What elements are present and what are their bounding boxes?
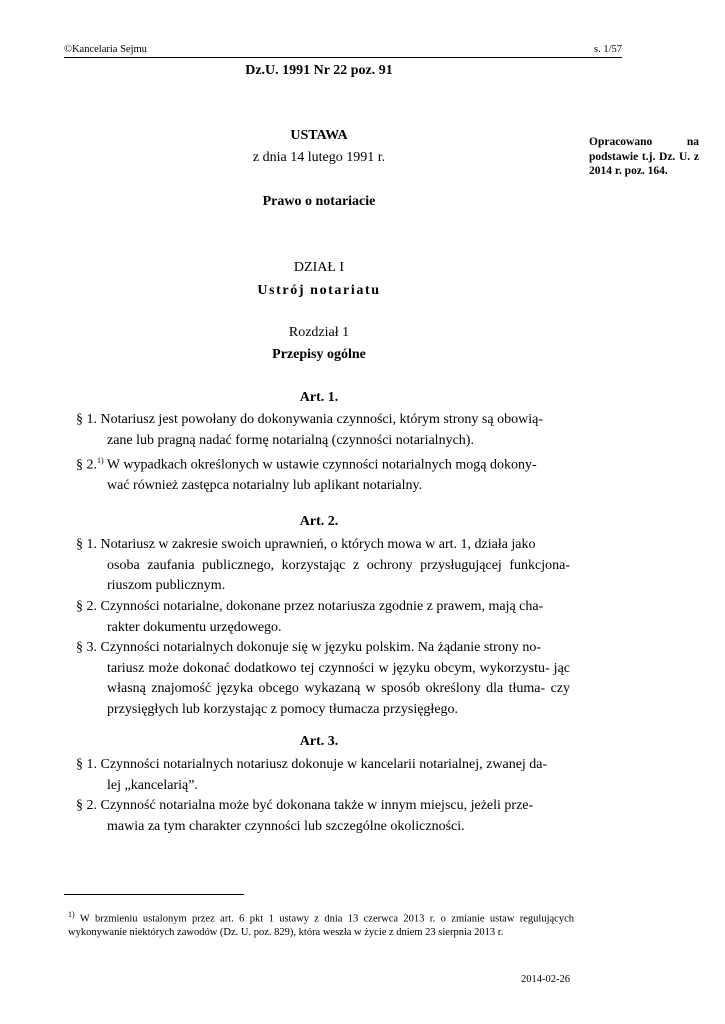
article-paragraph	[76, 535, 570, 597]
paragraph-first-line: § 2. Czynności notarialne, dokonane przez notariusza zgodnie z prawem, mają cha-	[76, 599, 544, 614]
article-heading: Art. 1.	[299, 390, 339, 405]
paragraph-first-line: § 3. Czynności notarialnych dokonuje się w języku polskim. Na żądanie strony no-	[76, 640, 542, 655]
division-label: DZIAŁ I	[293, 260, 345, 275]
paragraph-number: § 2.	[76, 457, 97, 473]
paragraph-continuation: zane lub pragną nadać formę notarialną (czynności notarialnych).	[107, 432, 474, 448]
paragraph-first-line: § 2.$^{1)}$ W wypadkach określonych w ustawie czynności notarialnych mogą dokony-	[76, 456, 537, 473]
article-paragraph	[76, 410, 570, 451]
paragraph-first-line: § 1. Notariusz jest powołany do dokonywania czynności, którym strony są obowią-	[76, 412, 543, 427]
article-paragraph	[76, 451, 570, 497]
paragraph-first-line: § 1. Czynności notarialnych notariusz dokonuje w kancelarii notarialnej, zwanej da-	[76, 757, 548, 772]
footnote-reference[interactable]: 1)	[97, 456, 104, 465]
paragraph-first-line: § 1. Notariusz w zakresie swoich uprawnień, o których mowa w art. 1, działa jako	[76, 537, 536, 552]
paragraph-continuation: tariusz może dokonać dodatkowo tej czynności w języku obcym, wykorzystu- jąc własną znajomość języka obcego wykazaną w sposób określony dla tłuma- czy przysięgłych lub korzystając z pomocy tłumacza przysięgłego.	[107, 660, 570, 717]
page-number: s. 1/57	[593, 44, 622, 55]
chapter-label: Rozdział 1	[288, 325, 350, 340]
paragraph-continuation: wać również zastępca notarialny lub aplikant notarialny.	[107, 478, 423, 494]
paragraph-continuation: osoba zaufania publicznego, korzystając z ochrony przysługującej funkcjona- riuszom publicznym.	[107, 557, 570, 593]
paragraph-first-line: § 2. Czynność notarialna może być dokonana także w innym miejscu, jeżeli prze-	[76, 798, 534, 813]
act-type: USTAWA	[290, 128, 348, 143]
article-paragraph	[76, 755, 570, 796]
side-note: Opracowano na podstawie t.j. Dz. U. z 2014 r. poz. 164.	[589, 136, 699, 177]
chapter-title: Przepisy ogólne	[272, 347, 366, 362]
footnote	[68, 908, 574, 939]
article-heading: Art. 3.	[299, 734, 339, 749]
article-paragraph	[76, 638, 570, 720]
header-rule	[64, 57, 622, 58]
paragraph-continuation: rakter dokumentu urzędowego.	[107, 619, 282, 635]
act-title: Prawo o notariacie	[262, 194, 376, 209]
footer-date: 2014-02-26	[521, 974, 570, 985]
footnote-marker: 1)	[68, 910, 75, 919]
article-paragraph	[76, 796, 570, 837]
article-paragraph	[76, 597, 570, 638]
act-date: z dnia 14 lutego 1991 r.	[252, 150, 386, 165]
article-heading: Art. 2.	[299, 514, 339, 529]
footnote-text: W brzmieniu ustalonym przez art. 6 pkt 1 ustawy z dnia 13 czerwca 2013 r. o zmianie ustaw regulujących wykonywanie niektórych zawodów (Dz. U. poz. 829), która weszła w życie z dniem 23 sierpnia 2013 r.	[68, 913, 574, 938]
citation: Dz.U. 1991 Nr 22 poz. 91	[245, 63, 393, 78]
paragraph-continuation: mawia za tym charakter czynności lub szczególne okoliczności.	[107, 818, 465, 834]
footnote-rule	[64, 894, 244, 895]
division-title: Ustrój notariatu	[257, 283, 381, 298]
paragraph-continuation: lej „kancelarią”.	[107, 777, 198, 793]
header-source: ©Kancelaria Sejmu	[64, 44, 147, 55]
